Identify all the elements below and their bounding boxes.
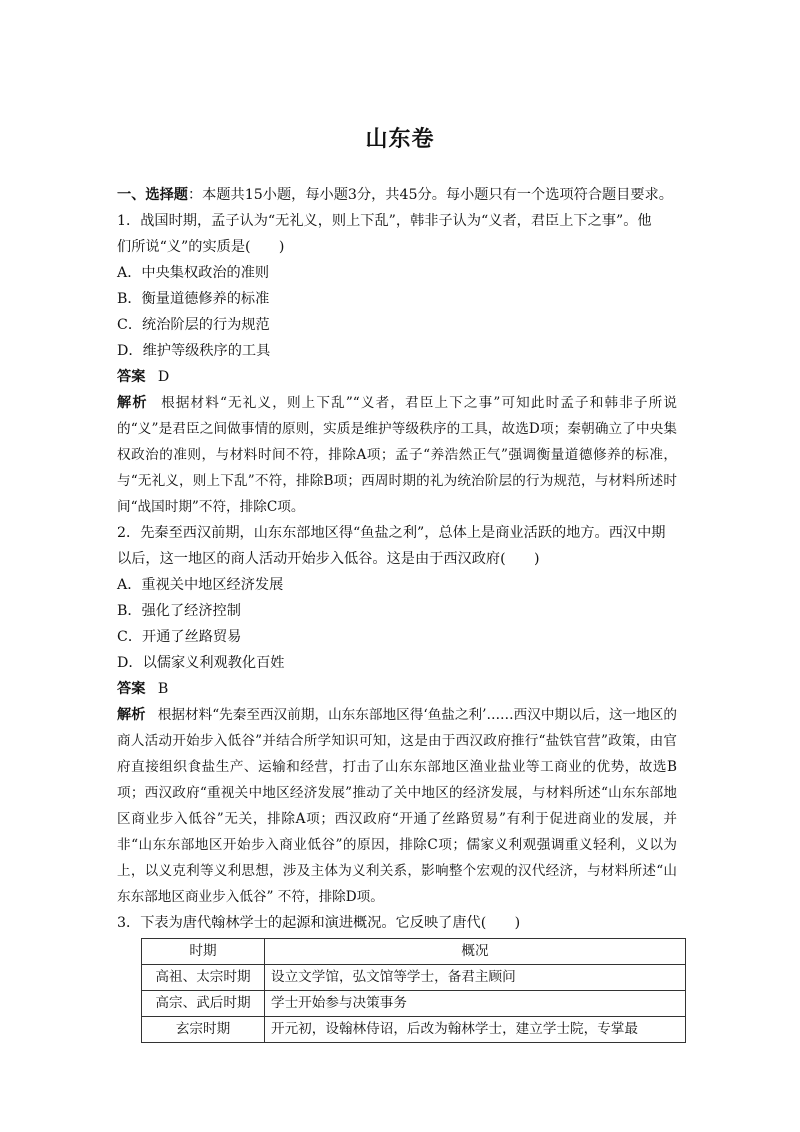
- q2-answer-value: B: [157, 681, 169, 697]
- q3-stem: 3．下表为唐代翰林学士的起源和演进概况。它反映了唐代( ): [117, 915, 521, 931]
- q1-option-d: D．维护等级秩序的工具: [117, 343, 271, 359]
- q1-option-c: C．统治阶层的行为规范: [117, 317, 270, 333]
- exam-content: [117, 182, 677, 1043]
- q2-analysis: [117, 702, 677, 910]
- table-cell-overview: 开元初，设翰林侍诏，后改为翰林学士，建立学士院，专掌最: [265, 1017, 686, 1043]
- q2-stem-line1: 2．先秦至西汉前期，山东东部地区得“鱼盐之利”，总体上是商业活跃的地方。西汉中期: [117, 525, 666, 541]
- table-header-overview: 概况: [265, 939, 686, 965]
- q2-option-c: C．开通了丝路贸易: [117, 629, 242, 645]
- q2-answer-label: 答案: [117, 681, 146, 697]
- table-cell-overview: 学士开始参与决策事务: [265, 991, 686, 1017]
- q1-option-a: A．中央集权政治的准则: [117, 265, 270, 281]
- q3-table: [141, 938, 686, 1043]
- q1-answer-label: 答案: [117, 369, 146, 385]
- q1-stem-line1: 1．战国时期，孟子认为“无礼义，则上下乱”，韩非子认为“义者，君臣上下之事”。他: [117, 213, 652, 229]
- page-title: 山东卷: [365, 127, 435, 152]
- q1-option-b: B．衡量道德修养的标准: [117, 291, 270, 307]
- q1-stem-line2: 们所说“义”的实质是( ): [117, 239, 285, 255]
- q2-option-a: A．重视关中地区经济发展: [117, 577, 284, 593]
- section-text: ：本题共15小题，每小题3分，共45分。每小题只有一个选项符合题目要求。: [187, 187, 673, 203]
- table-cell-period: 玄宗时期: [142, 1017, 265, 1043]
- section-heading: [117, 182, 677, 208]
- q1-analysis-text: 根据材料“无礼义，则上下乱”“义者，君臣上下之事”可知此时孟子和韩非子所说的“义”是君臣之间做事情的原则，实质是维护等级秩序的工具，故选D项；秦朝确立了中央集权政治的准则，与材料时间不符，排除A项；孟子“养浩然正气”强调衡量道德修养的标准，与“无礼义，则上下乱”不符，排除B项；西周时期的礼为统治阶层的行为规范，与材料所述时间“战国时期”不符，排除C项。: [117, 395, 677, 515]
- table-row: [142, 1017, 686, 1043]
- section-label: 一、选择题: [117, 187, 188, 203]
- q2-analysis-label: 解析: [117, 707, 146, 723]
- table-row: [142, 991, 686, 1017]
- q2-answer: [117, 676, 677, 702]
- table-row: [142, 965, 686, 991]
- q1-analysis: [117, 390, 677, 520]
- q1-answer: [117, 364, 677, 390]
- table-header-period: 时期: [142, 939, 265, 965]
- table-cell-overview: 设立文学馆，弘文馆等学士，备君主顾问: [265, 965, 686, 991]
- q1-answer-value: D: [157, 369, 170, 385]
- q2-stem-line2: 以后，这一地区的商人活动开始步入低谷。这是由于西汉政府( ): [117, 551, 540, 567]
- table-header-row: [142, 939, 686, 965]
- q2-option-b: B．强化了经济控制: [117, 603, 241, 619]
- q1-analysis-label: 解析: [117, 395, 148, 411]
- table-cell-period: 高祖、太宗时期: [142, 965, 265, 991]
- table-cell-period: 高宗、武后时期: [142, 991, 265, 1017]
- q2-option-d: D．以儒家义利观教化百姓: [117, 655, 285, 671]
- q2-analysis-text: 根据材料“先秦至西汉前期，山东东部地区得‘鱼盐之利’……西汉中期以后，这一地区的商人活动开始步入低谷”并结合所学知识可知，这是由于西汉政府推行“盐铁官营”政策，由官府直接组织食盐生产、运输和经营，打击了山东东部地区渔业盐业等工商业的优势，故选B项；西汉政府“重视关中地区经济发展”推动了关中地区的经济发展，与材料所述“山东东部地区商业步入低谷”无关，排除A项；西汉政府“开通了丝路贸易”有利于促进商业的发展，并非“山东东部地区开始步入商业低谷”的原因，排除C项；儒家义利观强调重义轻利，义以为上，以义克利等义利思想，涉及主体为义利关系，影响整个宏观的汉代经济，与材料所述“山东东部地区商业步入低谷” 不符，排除D项。: [117, 707, 677, 905]
